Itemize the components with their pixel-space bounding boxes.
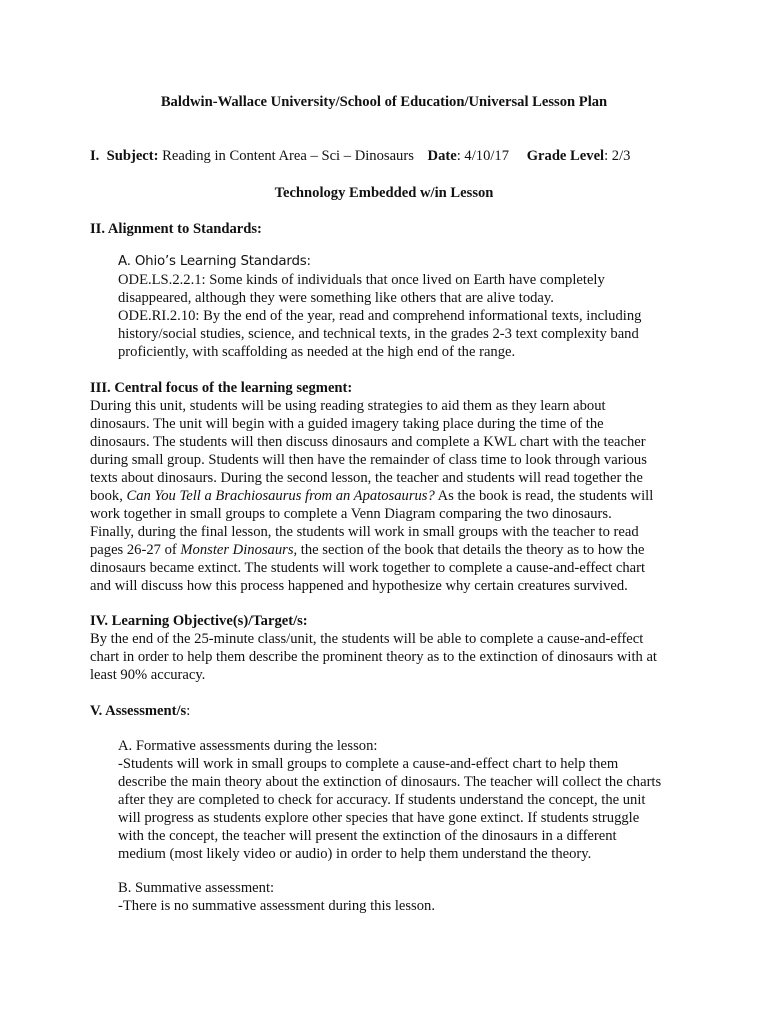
section-2-roman: II bbox=[90, 221, 102, 237]
section-1-roman: I. bbox=[90, 148, 100, 164]
paragraph-line: -There is no summative assessment during this lesson. bbox=[118, 898, 435, 914]
section-5-heading-text: V. Assessment/s bbox=[90, 703, 187, 719]
section-2-heading bbox=[90, 220, 262, 238]
standards-line: ODE.LS.2.2.1: Some kinds of individuals that once lived on Earth have completely bbox=[118, 272, 605, 288]
paragraph-line bbox=[90, 541, 690, 559]
summative-label: B. Summative assessment: bbox=[118, 880, 275, 896]
standards-line: proficiently, with scaffolding as needed at the high end of the range. bbox=[118, 344, 516, 360]
standards-line: disappeared, although they were something like others that are alive today. bbox=[118, 290, 554, 306]
text-span: book, bbox=[90, 488, 127, 504]
grade-level-label: Grade Level bbox=[526, 148, 605, 164]
grade-level-value: : 2/3 bbox=[604, 148, 631, 164]
paragraph-line: medium (most likely video or audio) in order to help them understand the theory. bbox=[118, 846, 592, 862]
document-title: Baldwin-Wallace University/School of Education/Universal Lesson Plan bbox=[160, 94, 608, 110]
section-4-heading: IV. Learning Objective(s)/Target/s: bbox=[90, 613, 308, 629]
paragraph-line: describe the main theory about the extinction of dinosaurs. The teacher will collect the charts bbox=[118, 774, 662, 790]
paragraph-line: dinosaurs. The unit will begin with a guided imagery taking place during the time of the bbox=[90, 416, 604, 432]
date-value: : 4/10/17 bbox=[456, 148, 510, 164]
section-2-heading-text: . Alignment to Standards: bbox=[101, 221, 262, 237]
technology-heading: Technology Embedded w/in Lesson bbox=[274, 185, 494, 201]
book-title: Can You Tell a Brachiosaurus from an Apatosaurus? bbox=[126, 488, 435, 504]
subject-label: Subject: bbox=[106, 148, 159, 164]
paragraph-line: Finally, during the final lesson, the students will work in small groups with the teacher to read bbox=[90, 524, 639, 540]
paragraph-line: During this unit, students will be using reading strategies to aid them as they learn about bbox=[90, 398, 606, 414]
text-span: the section of the book that details the theory as to how the bbox=[297, 542, 645, 558]
ohio-standards-block bbox=[118, 253, 698, 361]
paragraph-line: texts about dinosaurs. During the second lesson, the teacher and students will read together the bbox=[90, 470, 643, 486]
subject-line bbox=[90, 147, 630, 165]
formative-label: A. Formative assessments during the lesson: bbox=[118, 738, 378, 754]
section-5-colon: : bbox=[186, 703, 191, 719]
paragraph-line: will progress as students explore other species that have gone extinct. If students struggle bbox=[118, 810, 640, 826]
section-5-heading bbox=[90, 702, 190, 720]
paragraph-line: By the end of the 25-minute class/unit, the students will be able to complete a cause-and-effect bbox=[90, 631, 644, 647]
formative-assessment-block bbox=[118, 737, 698, 863]
summative-assessment-block bbox=[118, 879, 698, 915]
paragraph-line: -Students will work in small groups to complete a cause-and-effect chart to help them bbox=[118, 756, 619, 772]
subject-value: Reading in Content Area – Sci – Dinosaurs bbox=[162, 148, 414, 164]
standards-line: history/social studies, science, and technical texts, in the grades 2-3 text complexity band bbox=[118, 326, 639, 342]
standards-line: ODE.RI.2.10: By the end of the year, read and comprehend informational texts, including bbox=[118, 308, 642, 324]
ohio-standards-label: A. Ohio’s Learning Standards: bbox=[118, 254, 311, 269]
text-span: pages 26-27 of bbox=[90, 542, 181, 558]
learning-objective-paragraph bbox=[90, 630, 690, 684]
paragraph-line: after they are completed to check for accuracy. If students understand the concept, the unit bbox=[118, 792, 646, 808]
paragraph-line: work together in small groups to complete a Venn Diagram comparing the two dinosaurs. bbox=[90, 506, 612, 522]
paragraph-line: least 90% accuracy. bbox=[90, 667, 206, 683]
text-span: As the book is read, the students will bbox=[434, 488, 654, 504]
paragraph-line: during small group. Students will then have the remainder of class time to look through various bbox=[90, 452, 647, 468]
paragraph-line bbox=[90, 487, 690, 505]
paragraph-line: with the concept, the teacher will present the extinction of the dinosaurs in a different bbox=[118, 828, 617, 844]
central-focus-paragraph bbox=[90, 397, 690, 595]
section-3-heading: III. Central focus of the learning segment: bbox=[90, 380, 353, 396]
date-label: Date bbox=[427, 148, 457, 164]
paragraph-line: chart in order to help them describe the prominent theory as to the extinction of dinosaurs with at bbox=[90, 649, 657, 665]
paragraph-line: and will discuss how this process happened and hypothesize why certain creatures survived. bbox=[90, 578, 628, 594]
paragraph-line: dinosaurs became extinct. The students will work together to complete a cause-and-effect chart bbox=[90, 560, 646, 576]
book-title: Monster Dinosaurs, bbox=[180, 542, 298, 558]
paragraph-line: dinosaurs. The students will then discuss dinosaurs and complete a KWL chart with the teacher bbox=[90, 434, 646, 450]
